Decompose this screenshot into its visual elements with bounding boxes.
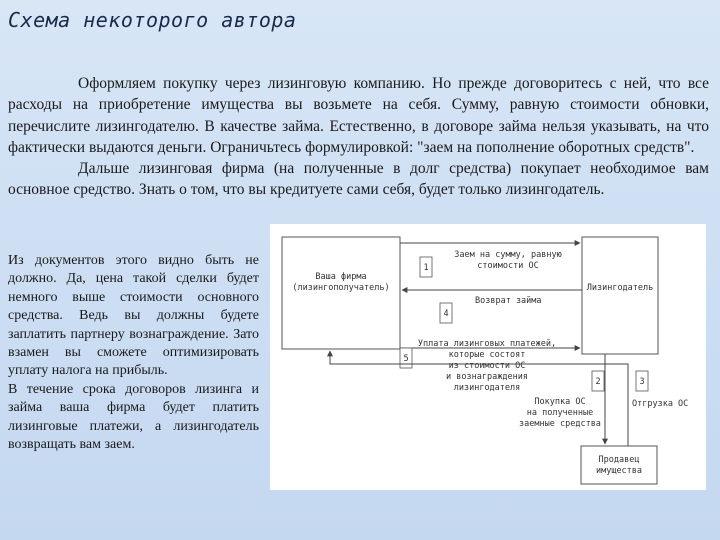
purchase-label-3: заемные средства [519,419,601,429]
shipment-label: Отгрузка ОС [632,399,689,409]
payments-label-5: лизингодателя [453,383,521,393]
left-paragraph-1: Из документов этого видно быть не должно. Да, цена такой сделки будет немного выше стоимости основного средства. Ведь вы должны будете заплатить партнеру вознаграждение. Зато взамен вы сможете оптимизировать уплату налога на прибыль. [8,253,259,379]
left-column-text [8,252,259,454]
purchase-label-1: Покупка ОС [534,397,586,407]
body-paragraph-2: Дальше лизинговая фирма (на полученные в долг средства) покупает необходимое вам основное средство. Знать о том, что вы кредитуете сами себя, будет только лизингодатель. [8,160,709,199]
leasing-diagram [270,224,706,490]
payments-label-4: и вознаграждения [446,372,528,382]
diagram-svg [270,224,706,490]
step-3-number: 3 [639,377,645,387]
lessor-box [582,237,658,354]
your-firm-label-2: (лизингополучатель) [292,283,390,293]
left-paragraph-2: В течение срока договоров лизинга и займа ваша фирма будет платить лизинговые платежи, а лизингодатель возвращать вам заем. [8,381,259,453]
step-4-number: 4 [443,309,449,319]
slide-title: Схема некоторого автора [8,8,297,32]
payments-label-2: которые состоят [448,350,526,360]
loan-return-label: Возврат займа [475,296,542,306]
lessor-label: Лизингодатель [586,283,654,293]
seller-label-1: Продавец [598,455,640,465]
seller-label-2: имущества [595,466,643,476]
loan-label-1: Заем на сумму, равную [454,250,562,260]
payments-label-1: Уплата лизинговых платежей, [417,339,557,349]
payments-label-3: из стоимости ОС [448,361,526,371]
body-text [8,73,709,201]
your-firm-box [282,237,400,349]
purchase-label-2: на полученные [526,408,594,418]
step-1-number: 1 [423,263,429,273]
seller-box [581,446,657,484]
loan-label-2: стоимости ОС [477,261,539,271]
body-paragraph-1: Оформляем покупку через лизинговую компанию. Но прежде договоритесь с ней, что все расходы на приобретение имущества вы возьмете на себя. Сумму, равную стоимости обновки, перечислите лизингодателю. В качестве займа. Естественно, в договоре займа нельзя указывать, на что фактически выдаются деньги. Ограничьтесь формулировкой: "заем на пополнение оборотных средств". [8,75,709,156]
step-2-number: 2 [595,377,601,387]
your-firm-label-1: Ваша фирма [315,272,367,282]
step-5-number: 5 [403,354,409,364]
